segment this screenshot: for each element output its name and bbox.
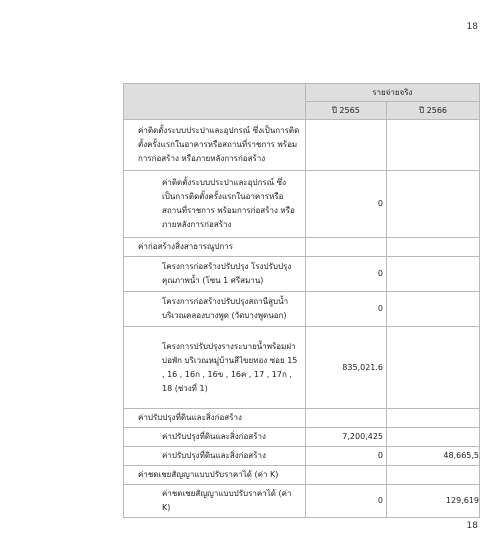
- table-row: [124, 485, 480, 518]
- row-description: โครงการก่อสร้างปรับปรุง โรงปรับปรุงคุณภาพน้ำ (โซน 1 ศรีสมาน): [124, 257, 306, 292]
- value-2566: [387, 428, 480, 447]
- value-2565: 0: [305, 171, 386, 238]
- value-2566: [387, 257, 480, 292]
- value-2565: [305, 120, 386, 171]
- table-row: [124, 447, 480, 466]
- row-description: โครงการปรับปรุงรางระบายน้ำพร้อมฝาบ่อพัก บริเวณหมู่บ้านสีไขยทอง ซอย 15 , 16 , 16ก , 16ข , 16ค , 17 , 17ก , 18 (ช่วงที่ 1): [124, 327, 306, 409]
- table-row: [124, 428, 480, 447]
- row-description: ค่าปรับปรุงที่ดินและสิ่งก่อสร้าง: [124, 447, 306, 466]
- value-2566: [387, 327, 480, 409]
- value-2566: 48,665,5: [387, 447, 480, 466]
- header-year-2566: ปี 2566: [387, 102, 480, 120]
- page-number-top: 18: [466, 22, 478, 32]
- value-2565: 0: [305, 447, 386, 466]
- row-description: ค่าติดตั้งระบบประปาและอุปกรณ์ ซึ่งเป็นการติดตั้งครั้งแรกในอาคารหรือ สถานที่ราชการ พร้อมการก่อสร้าง หรือภายหลังการก่อสร้าง: [124, 171, 306, 238]
- row-description: ค่าชดเชยสัญญาแบบปรับราคาได้ (ค่า K): [124, 485, 306, 518]
- page-number-bottom: 18: [466, 521, 478, 531]
- header-description-cell: [124, 84, 306, 120]
- value-2566: [387, 120, 480, 171]
- value-2566: [387, 466, 480, 485]
- value-2565: 835,021.6: [305, 327, 386, 409]
- value-2565: 0: [305, 257, 386, 292]
- value-2565: 0: [305, 292, 386, 327]
- table-row: [124, 257, 480, 292]
- value-2565: 7,200,425: [305, 428, 386, 447]
- table-row: [124, 292, 480, 327]
- value-2565: 0: [305, 485, 386, 518]
- expense-table: [123, 83, 480, 518]
- row-description: ค่าชดเชยสัญญาแบบปรับราคาได้ (ค่า K): [124, 466, 306, 485]
- row-description: โครงการก่อสร้างปรับปรุงสถานีสูบน้ำ บริเวณคลองบางพูด (วัดบางพูดนอก): [124, 292, 306, 327]
- value-2566: [387, 238, 480, 257]
- table-row: [124, 409, 480, 428]
- table-row: [124, 120, 480, 171]
- header-year-2565: ปี 2565: [305, 102, 386, 120]
- value-2566: [387, 292, 480, 327]
- value-2566: 129,619: [387, 485, 480, 518]
- header-actual-expense: รายจ่ายจริง: [305, 84, 479, 102]
- value-2566: [387, 171, 480, 238]
- table-row: [124, 327, 480, 409]
- value-2565: [305, 409, 386, 428]
- row-description: ค่าปรับปรุงที่ดินและสิ่งก่อสร้าง: [124, 409, 306, 428]
- row-description: ค่าปรับปรุงที่ดินและสิ่งก่อสร้าง: [124, 428, 306, 447]
- table-row: [124, 466, 480, 485]
- row-description: ค่าติดตั้งระบบประปาและอุปกรณ์ ซึ่งเป็นการติดตั้งครั้งแรกในอาคารหรือสถานที่ราชการ พร้อมการก่อสร้าง หรือภายหลังการก่อสร้าง: [124, 120, 306, 171]
- value-2566: [387, 409, 480, 428]
- value-2565: [305, 466, 386, 485]
- table-row: [124, 238, 480, 257]
- value-2565: [305, 238, 386, 257]
- row-description: ค่าก่อสร้างสิ่งสาธารณูปการ: [124, 238, 306, 257]
- table-row: [124, 171, 480, 238]
